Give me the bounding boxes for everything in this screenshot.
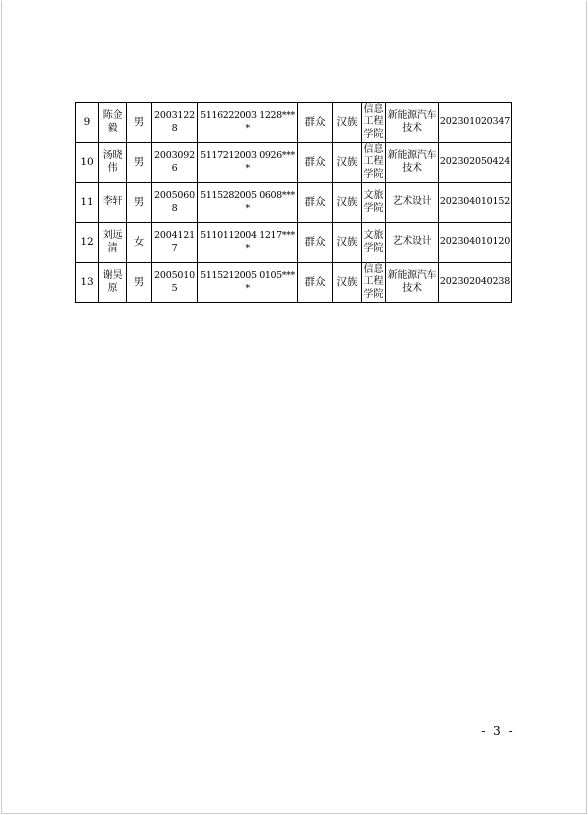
major-cell: 新能源汽车技术 (386, 143, 439, 183)
table-row (76, 143, 512, 183)
table-row (76, 183, 512, 223)
major-cell: 新能源汽车技术 (386, 263, 439, 303)
id-number-cell: 5117212003 0926**** (198, 143, 298, 183)
name-cell: 陈金毅 (99, 103, 127, 143)
student-id-cell: 202304010152 (439, 183, 512, 223)
ethnicity-cell: 汉族 (333, 263, 362, 303)
student-roster-table (75, 102, 512, 303)
name-cell: 汤晓伟 (99, 143, 127, 183)
gender-cell: 男 (127, 143, 152, 183)
major-cell: 新能源汽车技术 (386, 103, 439, 143)
college-cell: 信息工程学院 (362, 263, 386, 303)
political-status-cell: 群众 (298, 183, 333, 223)
row-number-cell: 13 (76, 263, 99, 303)
major-cell: 艺术设计 (386, 223, 439, 263)
table-row (76, 103, 512, 143)
row-number-cell: 10 (76, 143, 99, 183)
political-status-cell: 群众 (298, 103, 333, 143)
student-id-cell: 202302050424 (439, 143, 512, 183)
gender-cell: 男 (127, 263, 152, 303)
row-number-cell: 11 (76, 183, 99, 223)
ethnicity-cell: 汉族 (333, 223, 362, 263)
table-body (76, 103, 512, 303)
birth-date-cell: 20041217 (152, 223, 198, 263)
gender-cell: 女 (127, 223, 152, 263)
birth-date-cell: 20030926 (152, 143, 198, 183)
page-number: - 3 - (481, 724, 515, 738)
political-status-cell: 群众 (298, 263, 333, 303)
row-number-cell: 9 (76, 103, 99, 143)
birth-date-cell: 20050105 (152, 263, 198, 303)
ethnicity-cell: 汉族 (333, 143, 362, 183)
ethnicity-cell: 汉族 (333, 183, 362, 223)
college-cell: 信息工程学院 (362, 143, 386, 183)
major-cell: 艺术设计 (386, 183, 439, 223)
id-number-cell: 5116222003 1228**** (198, 103, 298, 143)
table-row (76, 263, 512, 303)
name-cell: 李轩 (99, 183, 127, 223)
student-id-cell: 202304010120 (439, 223, 512, 263)
id-number-cell: 5115212005 0105**** (198, 263, 298, 303)
id-number-cell: 5110112004 1217**** (198, 223, 298, 263)
college-cell: 文旅学院 (362, 223, 386, 263)
student-id-cell: 202301020347 (439, 103, 512, 143)
student-id-cell: 202302040238 (439, 263, 512, 303)
name-cell: 谢昊原 (99, 263, 127, 303)
table-row (76, 223, 512, 263)
name-cell: 刘远清 (99, 223, 127, 263)
birth-date-cell: 20050608 (152, 183, 198, 223)
college-cell: 文旅学院 (362, 183, 386, 223)
college-cell: 信息工程学院 (362, 103, 386, 143)
id-number-cell: 5115282005 0608**** (198, 183, 298, 223)
political-status-cell: 群众 (298, 223, 333, 263)
birth-date-cell: 20031228 (152, 103, 198, 143)
row-number-cell: 12 (76, 223, 99, 263)
gender-cell: 男 (127, 183, 152, 223)
gender-cell: 男 (127, 103, 152, 143)
political-status-cell: 群众 (298, 143, 333, 183)
ethnicity-cell: 汉族 (333, 103, 362, 143)
